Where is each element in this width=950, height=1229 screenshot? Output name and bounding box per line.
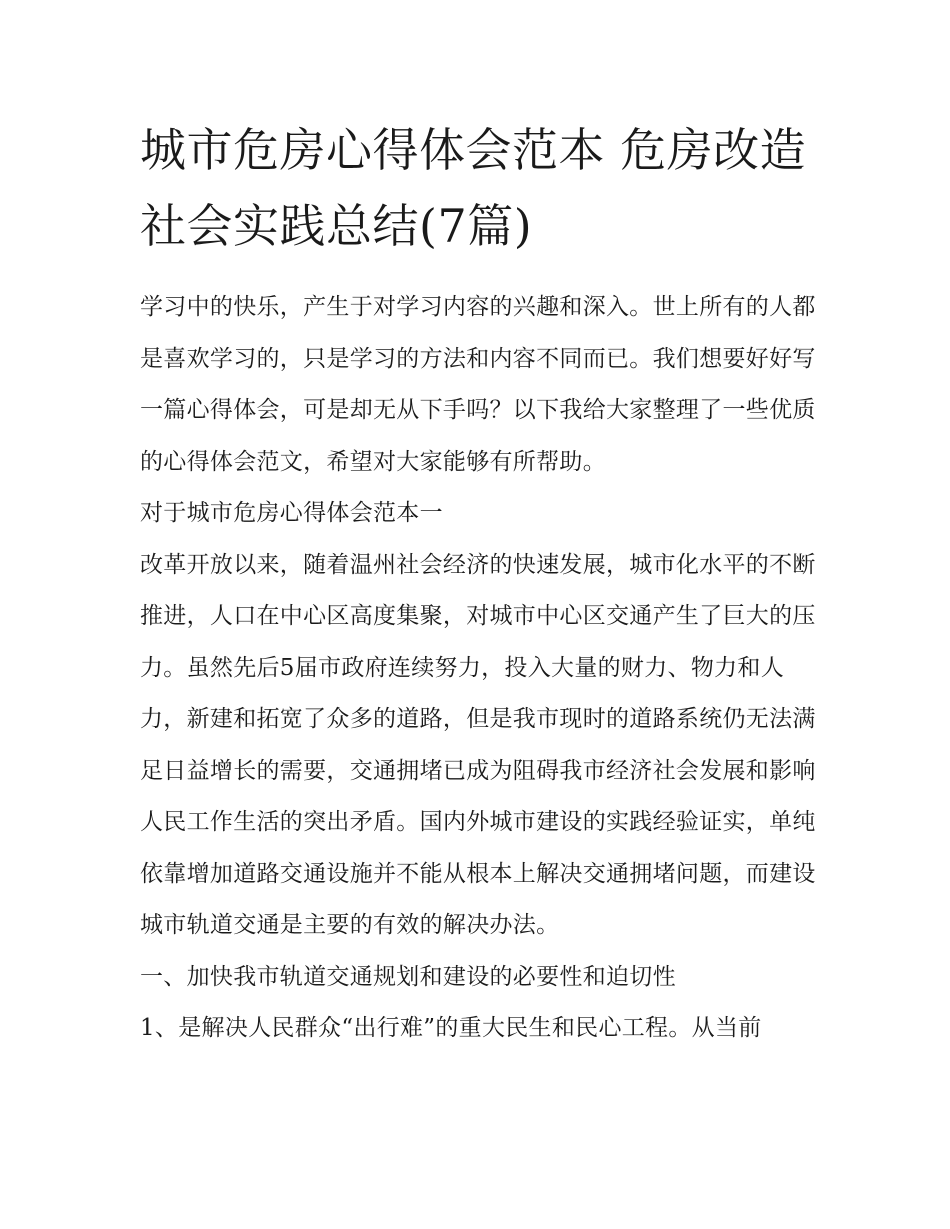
document-body: [140, 282, 820, 1055]
section-heading: 对于城市危房心得体会范本一: [140, 500, 443, 526]
list-item-paragraph: 1、是解决人民群众“出行难”的重大民生和民心工程。从当前: [140, 1015, 762, 1041]
document-title: 城市危房心得体会范本 危房改造社会实践总结(7篇): [140, 123, 807, 253]
intro-paragraph: 学习中的快乐，产生于对学习内容的兴趣和深入。世上所有的人都是喜欢学习的，只是学习的方法和内容不同而已。我们想要好好写一篇心得体会，可是却无从下手吗？以下我给大家整理了一些优质的心得体会范文，希望对大家能够有所帮助。: [140, 294, 816, 475]
subsection-heading: 一、加快我市轨道交通规划和建设的必要性和迫切性: [140, 963, 676, 990]
body-paragraph: 改革开放以来，随着温州社会经济的快速发展，城市化水平的不断推进，人口在中心区高度集聚，对城市中心区交通产生了巨大的压力。虽然先后5届市政府连续努力，投入大量的财力、物力和人力，新建和拓宽了众多的道路，但是我市现时的道路系统仍无法满足日益增长的需要，交通拥堵已成为阻碍我市经济社会发展和影响人民工作生活的突出矛盾。国内外城市建设的实践经验证实，单纯依靠增加道路交通设施并不能从根本上解决交通拥堵问题，而建设城市轨道交通是主要的有效的解决办法。: [140, 551, 816, 938]
